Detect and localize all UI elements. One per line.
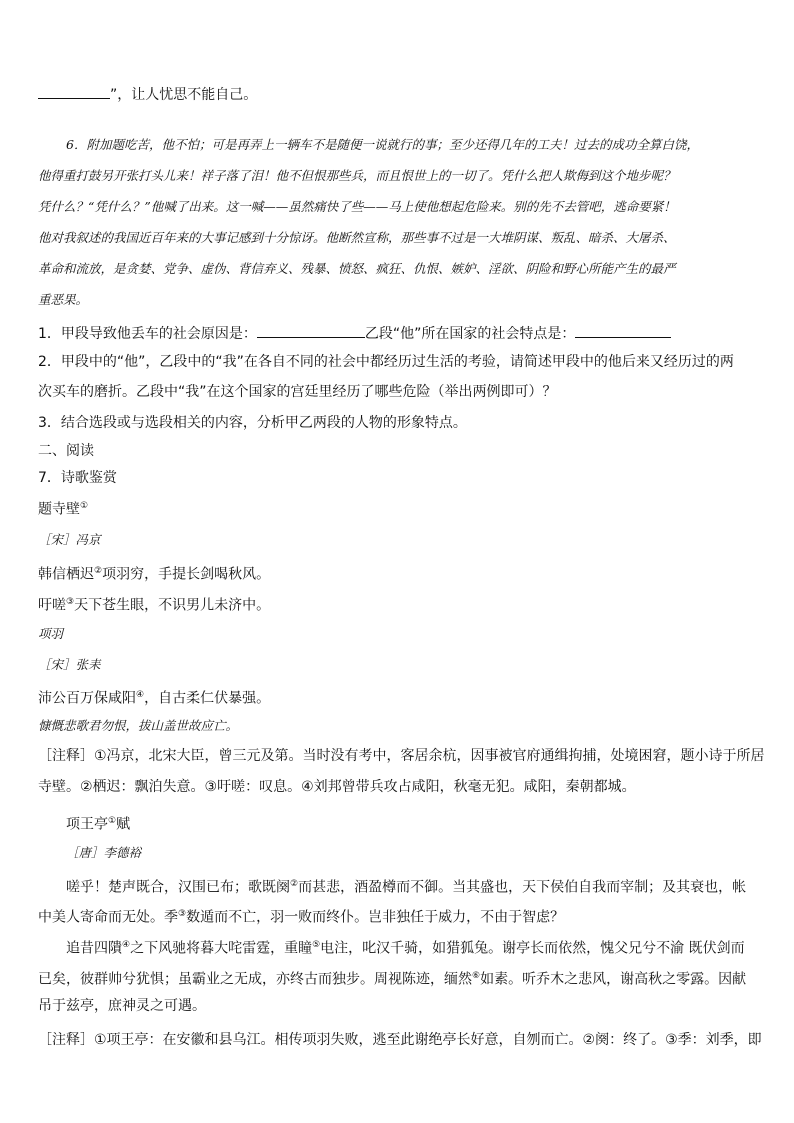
fu-para-2-line-3: 吊于兹亭，庶神灵之可遇。 — [38, 998, 206, 1014]
question-7-heading: 7．诗歌鉴赏 — [38, 470, 117, 486]
section-heading: 二、阅读 — [38, 443, 94, 459]
sub-question-1-part-a: 1．甲段导致他丢车的社会原因是： — [38, 326, 257, 342]
fu-para-2-line-2: 已矣，彼群帅兮犹惧；虽霸业之无成，亦终古而独步。周视陈迹，缅然⑥如素。听乔木之悲风，谢高秋之零露。因献 — [38, 971, 747, 988]
answer-blank-1 — [257, 323, 365, 338]
sub-question-1 — [38, 323, 671, 344]
sub-question-2-line-1: 2．甲段中的“他”，乙段中的“我”在各自不同的社会中都经历过生活的考验，请简述甲段中的他后来又经历过的两 — [38, 354, 734, 370]
poem-2-title: 项羽 — [38, 626, 64, 641]
poem-1-author: ［宋］冯京 — [38, 532, 101, 547]
q6-line-3: 凭什么？“凭什么？”他喊了出来。这一喊——虽然痛快了些——马上使他想起危险来。别的先不去管吧，逃命要紧！ — [38, 199, 676, 214]
q6-line-6: 重恶果。 — [38, 292, 89, 307]
poem-1-title: 题寺壁① — [38, 501, 89, 518]
top-line — [38, 84, 257, 105]
q6-line-1: 6．附加题吃苦，他不怕；可是再弄上一辆车不是随便一说就行的事；至少还得几年的工夫！过去的成功全算白饶， — [66, 137, 699, 152]
poem-2-line-1: 沛公百万保咸阳④，自古柔仁伏暴强。 — [38, 690, 271, 707]
poem-2-line-2: 慷慨悲歌君勿恨，拔山盖世故应亡。 — [38, 718, 239, 733]
fu-para-2-line-1: 追昔四隤④之下风驰将暮大咤雷霆，重瞳⑤电注，叱汉千骑，如猎狐兔。谢亭长而依然，愧父兄兮不渝 既伏剑而 — [66, 940, 745, 957]
fu-para-1-line-1: 嗟乎！楚声既合，汉围已布；歌既阕②而甚悲，酒盈樽而不御。当其盛也，天下侯伯自我而宰制；及其衰也，帐 — [66, 879, 747, 896]
notes-2-line-1: ［注释］①项王亭：在安徽和县乌江。相传项羽失败，逃至此谢绝亭长好意，自刎而亡。②阕：终了。③季：刘季，即 — [38, 1032, 762, 1048]
sub-question-2-line-2: 次买车的磨折。乙段中“我”在这个国家的宫廷里经历了哪些危险（举出两例即可）？ — [38, 384, 557, 400]
poem-2-author: ［宋］张耒 — [38, 657, 101, 672]
fu-title: 项王亭①赋 — [66, 816, 131, 833]
sub-question-1-part-b: 乙段“他”所在国家的社会特点是： — [364, 326, 576, 342]
poem-1-line-2: 吁嗟③天下苍生眼，不识男儿未济中。 — [38, 597, 271, 614]
fu-para-1-line-2: 中美人寄命而无处。季③数遁而不亡，羽一败而终仆。岂非独任于威力，不由于智虑？ — [38, 909, 565, 926]
notes-1-line-1: ［注释］①冯京，北宋大臣，曾三元及第。当时没有考中，客居余杭，因事被官府通缉拘捕，处境困窘，题小诗于所居 — [38, 748, 765, 764]
sub-question-3: 3．结合选段或与选段相关的内容，分析甲乙两段的人物的形象特点。 — [38, 415, 467, 431]
fu-author: ［唐］李德裕 — [66, 845, 142, 860]
answer-blank-2 — [575, 323, 671, 338]
top-line-text: ”，让人忧思不能自己。 — [110, 87, 258, 103]
q6-line-4: 他对我叙述的我国近百年来的大事记感到十分惊讶。他断然宣称，那些事不过是一大堆阴谋、叛乱、暗杀、大屠杀、 — [38, 230, 676, 245]
poem-1-line-1: 韩信栖迟②项羽穷，手提长剑喝秋风。 — [38, 566, 271, 583]
notes-1-line-2: 寺壁。②栖迟：飘泊失意。③吁嗟：叹息。④刘邦曾带兵攻占咸阳，秋毫无犯。咸阳，秦朝都城。 — [38, 779, 636, 795]
q6-line-5: 革命和流放，是贪婪、党争、虚伪、背信弃义、残暴、愤怒、疯狂、仇恨、嫉妒、淫欲、阴险和野心所能产生的最严 — [38, 261, 676, 276]
answer-blank — [38, 84, 110, 99]
q6-line-2: 他得重打鼓另开张打头儿来！祥子落了泪！他不但恨那些兵，而且恨世上的一切了。凭什么把人欺侮到这个地步呢？ — [38, 168, 676, 183]
